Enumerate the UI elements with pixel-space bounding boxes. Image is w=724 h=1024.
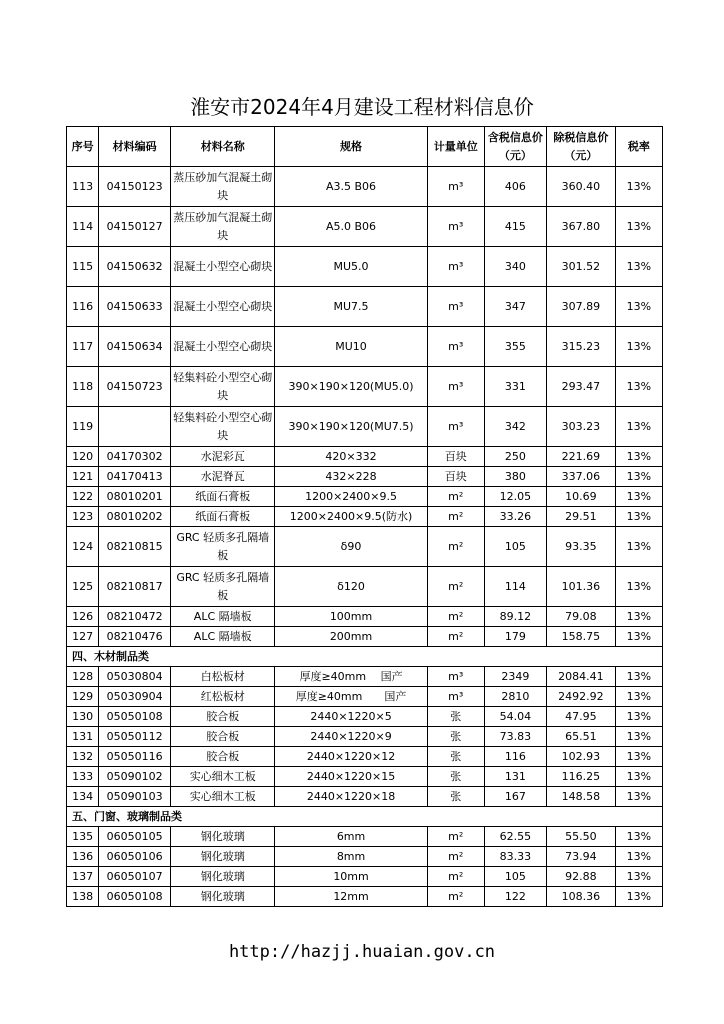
cell-unit: m³ <box>427 667 484 687</box>
cell-spec: 100mm <box>275 607 427 627</box>
table-row <box>67 667 663 687</box>
header-name: 材料名称 <box>171 127 275 167</box>
cell-price-without-tax: 301.52 <box>546 247 615 287</box>
cell-spec: 2440×1220×12 <box>275 747 427 767</box>
header-no: 序号 <box>67 127 99 167</box>
cell-code: 08010201 <box>99 487 171 507</box>
cell-name: 混凝土小型空心砌块 <box>171 247 275 287</box>
table-row <box>67 527 663 567</box>
cell-name: 纸面石膏板 <box>171 507 275 527</box>
cell-spec: A3.5 B06 <box>275 167 427 207</box>
cell-price-without-tax: 307.89 <box>546 287 615 327</box>
cell-price-without-tax: 93.35 <box>546 527 615 567</box>
cell-unit: m² <box>427 487 484 507</box>
cell-spec: 1200×2400×9.5(防水) <box>275 507 427 527</box>
cell-price-with-tax: 62.55 <box>484 827 546 847</box>
cell-price-without-tax: 108.36 <box>546 887 615 907</box>
cell-tax-rate: 13% <box>615 207 662 247</box>
cell-name: 实心细木工板 <box>171 767 275 787</box>
cell-unit: 张 <box>427 707 484 727</box>
cell-code: 08010202 <box>99 507 171 527</box>
cell-price-with-tax: 342 <box>484 407 546 447</box>
cell-tax-rate: 13% <box>615 327 662 367</box>
cell-code: 04150632 <box>99 247 171 287</box>
cell-spec: 432×228 <box>275 467 427 487</box>
cell-code: 04150123 <box>99 167 171 207</box>
cell-code: 05050112 <box>99 727 171 747</box>
table-row <box>67 367 663 407</box>
cell-price-without-tax: 2492.92 <box>546 687 615 707</box>
table-row <box>67 707 663 727</box>
cell-name: 胶合板 <box>171 707 275 727</box>
cell-tax-rate: 13% <box>615 527 662 567</box>
cell-price-without-tax: 65.51 <box>546 727 615 747</box>
cell-no: 118 <box>67 367 99 407</box>
table-row <box>67 607 663 627</box>
cell-price-without-tax: 293.47 <box>546 367 615 407</box>
cell-code: 08210815 <box>99 527 171 567</box>
table-row <box>67 507 663 527</box>
table-row <box>67 247 663 287</box>
section-row <box>67 647 663 667</box>
cell-name: 红松板材 <box>171 687 275 707</box>
cell-name: 轻集料砼小型空心砌块 <box>171 407 275 447</box>
cell-name: 胶合板 <box>171 747 275 767</box>
cell-no: 115 <box>67 247 99 287</box>
cell-tax-rate: 13% <box>615 247 662 287</box>
cell-code: 06050108 <box>99 887 171 907</box>
cell-no: 132 <box>67 747 99 767</box>
table-body <box>67 167 663 907</box>
cell-code: 04170413 <box>99 467 171 487</box>
cell-spec: MU10 <box>275 327 427 367</box>
cell-tax-rate: 13% <box>615 667 662 687</box>
cell-no: 131 <box>67 727 99 747</box>
cell-price-without-tax: 148.58 <box>546 787 615 807</box>
cell-code: 04150127 <box>99 207 171 247</box>
cell-name: 钢化玻璃 <box>171 887 275 907</box>
cell-tax-rate: 13% <box>615 847 662 867</box>
table-header-row <box>67 127 663 167</box>
cell-tax-rate: 13% <box>615 707 662 727</box>
table-row <box>67 847 663 867</box>
cell-price-with-tax: 73.83 <box>484 727 546 747</box>
cell-unit: 张 <box>427 787 484 807</box>
cell-name: GRC 轻质多孔隔墙板 <box>171 527 275 567</box>
cell-price-without-tax: 2084.41 <box>546 667 615 687</box>
cell-price-with-tax: 331 <box>484 367 546 407</box>
cell-price-without-tax: 101.36 <box>546 567 615 607</box>
cell-unit: m³ <box>427 207 484 247</box>
cell-tax-rate: 13% <box>615 487 662 507</box>
cell-unit: m³ <box>427 287 484 327</box>
cell-price-with-tax: 12.05 <box>484 487 546 507</box>
cell-price-with-tax: 131 <box>484 767 546 787</box>
cell-price-without-tax: 29.51 <box>546 507 615 527</box>
cell-spec: MU5.0 <box>275 247 427 287</box>
cell-code: 05090103 <box>99 787 171 807</box>
cell-unit: m² <box>427 627 484 647</box>
cell-no: 136 <box>67 847 99 867</box>
cell-spec: 厚度≥40mm 国产 <box>275 667 427 687</box>
cell-price-with-tax: 83.33 <box>484 847 546 867</box>
table-row <box>67 447 663 467</box>
cell-name: 胶合板 <box>171 727 275 747</box>
cell-code: 04170302 <box>99 447 171 467</box>
cell-tax-rate: 13% <box>615 567 662 607</box>
cell-price-with-tax: 122 <box>484 887 546 907</box>
cell-no: 130 <box>67 707 99 727</box>
cell-code: 05090102 <box>99 767 171 787</box>
cell-unit: m² <box>427 887 484 907</box>
cell-no: 134 <box>67 787 99 807</box>
cell-price-without-tax: 337.06 <box>546 467 615 487</box>
cell-no: 123 <box>67 507 99 527</box>
cell-price-without-tax: 102.93 <box>546 747 615 767</box>
cell-price-with-tax: 114 <box>484 567 546 607</box>
cell-price-without-tax: 116.25 <box>546 767 615 787</box>
cell-price-without-tax: 221.69 <box>546 447 615 467</box>
cell-no: 129 <box>67 687 99 707</box>
header-code: 材料编码 <box>99 127 171 167</box>
cell-spec: 10mm <box>275 867 427 887</box>
cell-code: 06050106 <box>99 847 171 867</box>
cell-name: 纸面石膏板 <box>171 487 275 507</box>
cell-unit: m³ <box>427 407 484 447</box>
cell-price-without-tax: 367.80 <box>546 207 615 247</box>
cell-unit: m² <box>427 567 484 607</box>
cell-no: 116 <box>67 287 99 327</box>
cell-price-with-tax: 89.12 <box>484 607 546 627</box>
cell-no: 128 <box>67 667 99 687</box>
table-row <box>67 687 663 707</box>
cell-no: 133 <box>67 767 99 787</box>
cell-tax-rate: 13% <box>615 827 662 847</box>
cell-unit: 张 <box>427 747 484 767</box>
cell-tax-rate: 13% <box>615 787 662 807</box>
table-row <box>67 747 663 767</box>
cell-price-without-tax: 92.88 <box>546 867 615 887</box>
cell-price-without-tax: 10.69 <box>546 487 615 507</box>
table-row <box>67 487 663 507</box>
section-row <box>67 807 663 827</box>
cell-price-without-tax: 79.08 <box>546 607 615 627</box>
cell-no: 114 <box>67 207 99 247</box>
table-row <box>67 327 663 367</box>
cell-price-with-tax: 355 <box>484 327 546 367</box>
cell-price-with-tax: 179 <box>484 627 546 647</box>
cell-price-with-tax: 2349 <box>484 667 546 687</box>
cell-unit: m³ <box>427 367 484 407</box>
cell-spec: 2440×1220×18 <box>275 787 427 807</box>
cell-spec: 6mm <box>275 827 427 847</box>
cell-no: 125 <box>67 567 99 607</box>
cell-unit: 张 <box>427 767 484 787</box>
cell-price-with-tax: 116 <box>484 747 546 767</box>
cell-name: 蒸压砂加气混凝土砌块 <box>171 167 275 207</box>
table-row <box>67 287 663 327</box>
cell-name: ALC 隔墙板 <box>171 607 275 627</box>
cell-no: 120 <box>67 447 99 467</box>
cell-name: 实心细木工板 <box>171 787 275 807</box>
cell-name: GRC 轻质多孔隔墙板 <box>171 567 275 607</box>
cell-code: 05050116 <box>99 747 171 767</box>
table-row <box>67 467 663 487</box>
cell-unit: 张 <box>427 727 484 747</box>
table-row <box>67 167 663 207</box>
cell-price-without-tax: 360.40 <box>546 167 615 207</box>
cell-code: 08210817 <box>99 567 171 607</box>
cell-code: 05030904 <box>99 687 171 707</box>
cell-price-with-tax: 340 <box>484 247 546 287</box>
cell-code: 04150633 <box>99 287 171 327</box>
cell-tax-rate: 13% <box>615 747 662 767</box>
cell-no: 121 <box>67 467 99 487</box>
cell-spec: A5.0 B06 <box>275 207 427 247</box>
cell-code <box>99 407 171 447</box>
cell-tax-rate: 13% <box>615 367 662 407</box>
page-title: 淮安市2024年4月建设工程材料信息价 <box>190 95 534 119</box>
cell-tax-rate: 13% <box>615 687 662 707</box>
cell-unit: m² <box>427 867 484 887</box>
cell-price-with-tax: 167 <box>484 787 546 807</box>
header-price-without-tax: 除税信息价（元） <box>546 127 615 167</box>
cell-price-with-tax: 250 <box>484 447 546 467</box>
table-row <box>67 827 663 847</box>
cell-spec: 12mm <box>275 887 427 907</box>
cell-spec: 8mm <box>275 847 427 867</box>
cell-price-without-tax: 158.75 <box>546 627 615 647</box>
section-label: 四、木材制品类 <box>67 647 663 667</box>
cell-unit: m³ <box>427 167 484 207</box>
cell-no: 135 <box>67 827 99 847</box>
cell-spec: 2440×1220×5 <box>275 707 427 727</box>
table-row <box>67 567 663 607</box>
cell-code: 05030804 <box>99 667 171 687</box>
cell-unit: m³ <box>427 327 484 367</box>
cell-price-with-tax: 406 <box>484 167 546 207</box>
cell-price-without-tax: 73.94 <box>546 847 615 867</box>
table-row <box>67 207 663 247</box>
header-tax-rate: 税率 <box>615 127 662 167</box>
table-row <box>67 887 663 907</box>
header-unit: 计量单位 <box>427 127 484 167</box>
cell-price-with-tax: 2810 <box>484 687 546 707</box>
table-row <box>67 727 663 747</box>
cell-name: 水泥彩瓦 <box>171 447 275 467</box>
cell-price-with-tax: 380 <box>484 467 546 487</box>
cell-spec: δ90 <box>275 527 427 567</box>
cell-name: ALC 隔墙板 <box>171 627 275 647</box>
cell-tax-rate: 13% <box>615 887 662 907</box>
table-row <box>67 407 663 447</box>
table-row <box>67 787 663 807</box>
cell-price-with-tax: 54.04 <box>484 707 546 727</box>
cell-tax-rate: 13% <box>615 607 662 627</box>
cell-unit: m² <box>427 607 484 627</box>
cell-spec: 1200×2400×9.5 <box>275 487 427 507</box>
cell-price-without-tax: 55.50 <box>546 827 615 847</box>
header-spec: 规格 <box>275 127 427 167</box>
cell-name: 混凝土小型空心砌块 <box>171 327 275 367</box>
cell-spec: 390×190×120(MU5.0) <box>275 367 427 407</box>
cell-name: 白松板材 <box>171 667 275 687</box>
cell-price-without-tax: 303.23 <box>546 407 615 447</box>
cell-price-without-tax: 315.23 <box>546 327 615 367</box>
cell-unit: m³ <box>427 687 484 707</box>
table-row <box>67 867 663 887</box>
cell-name: 水泥脊瓦 <box>171 467 275 487</box>
cell-tax-rate: 13% <box>615 507 662 527</box>
cell-tax-rate: 13% <box>615 467 662 487</box>
cell-name: 钢化玻璃 <box>171 827 275 847</box>
cell-spec: δ120 <box>275 567 427 607</box>
cell-no: 126 <box>67 607 99 627</box>
cell-price-with-tax: 33.26 <box>484 507 546 527</box>
cell-price-with-tax: 347 <box>484 287 546 327</box>
cell-unit: m³ <box>427 247 484 287</box>
cell-no: 127 <box>67 627 99 647</box>
cell-tax-rate: 13% <box>615 167 662 207</box>
cell-name: 蒸压砂加气混凝土砌块 <box>171 207 275 247</box>
cell-name: 轻集料砼小型空心砌块 <box>171 367 275 407</box>
cell-tax-rate: 13% <box>615 287 662 327</box>
cell-no: 113 <box>67 167 99 207</box>
cell-tax-rate: 13% <box>615 867 662 887</box>
cell-code: 06050105 <box>99 827 171 847</box>
table-row <box>67 767 663 787</box>
cell-unit: 百块 <box>427 447 484 467</box>
cell-unit: m² <box>427 507 484 527</box>
cell-code: 04150723 <box>99 367 171 407</box>
cell-spec: 2440×1220×9 <box>275 727 427 747</box>
cell-tax-rate: 13% <box>615 407 662 447</box>
cell-name: 混凝土小型空心砌块 <box>171 287 275 327</box>
cell-spec: 420×332 <box>275 447 427 467</box>
header-price-with-tax: 含税信息价（元） <box>484 127 546 167</box>
cell-unit: m² <box>427 827 484 847</box>
cell-code: 08210472 <box>99 607 171 627</box>
cell-no: 122 <box>67 487 99 507</box>
cell-code: 06050107 <box>99 867 171 887</box>
cell-unit: m² <box>427 527 484 567</box>
cell-code: 08210476 <box>99 627 171 647</box>
cell-tax-rate: 13% <box>615 627 662 647</box>
cell-no: 117 <box>67 327 99 367</box>
cell-tax-rate: 13% <box>615 447 662 467</box>
cell-spec: 2440×1220×15 <box>275 767 427 787</box>
cell-unit: 百块 <box>427 467 484 487</box>
cell-price-with-tax: 415 <box>484 207 546 247</box>
table-row <box>67 627 663 647</box>
cell-spec: 390×190×120(MU7.5) <box>275 407 427 447</box>
cell-spec: 厚度≥40mm 国产 <box>275 687 427 707</box>
cell-price-with-tax: 105 <box>484 867 546 887</box>
cell-price-with-tax: 105 <box>484 527 546 567</box>
cell-no: 137 <box>67 867 99 887</box>
cell-name: 钢化玻璃 <box>171 867 275 887</box>
cell-tax-rate: 13% <box>615 767 662 787</box>
price-table <box>66 126 663 907</box>
footer-url: http://hazjj.huaian.gov.cn <box>228 942 496 962</box>
cell-name: 钢化玻璃 <box>171 847 275 867</box>
section-label: 五、门窗、玻璃制品类 <box>67 807 663 827</box>
cell-price-without-tax: 47.95 <box>546 707 615 727</box>
cell-unit: m² <box>427 847 484 867</box>
cell-no: 124 <box>67 527 99 567</box>
cell-code: 04150634 <box>99 327 171 367</box>
cell-spec: MU7.5 <box>275 287 427 327</box>
cell-code: 05050108 <box>99 707 171 727</box>
cell-no: 138 <box>67 887 99 907</box>
cell-spec: 200mm <box>275 627 427 647</box>
cell-tax-rate: 13% <box>615 727 662 747</box>
cell-no: 119 <box>67 407 99 447</box>
